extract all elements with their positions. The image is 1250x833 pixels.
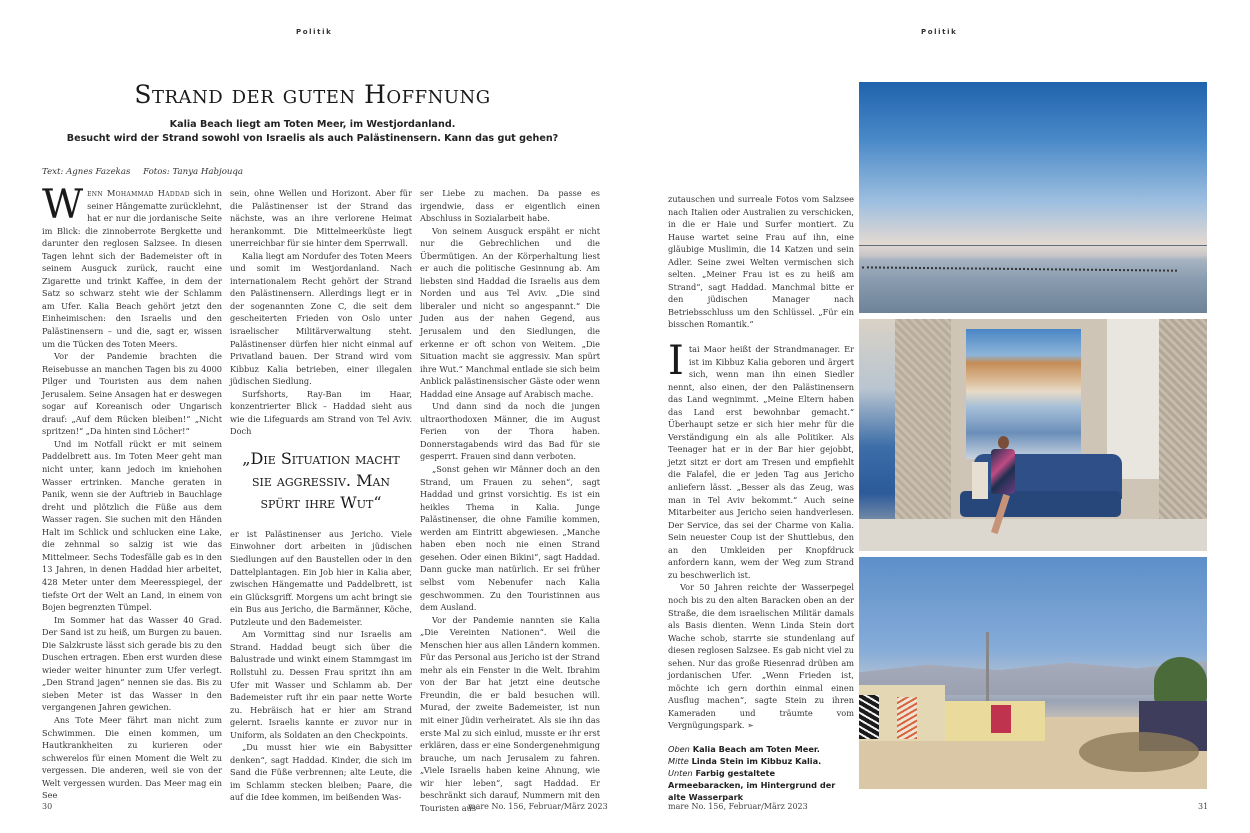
author-credit: Text: Agnes Fazekas <box>42 167 131 177</box>
article-paragraph: Am Vormittag sind nur Israelis am Strand. Haddad beugt sich über die Balustrade und winkt einem Stammgast im Rollstuhl zu. Dessen Frau spritzt ihn am Ufer mit Wasser und Schlamm ab. Der Bademeister ruft ihr ein paar nette Worte zu. Hebräisch hat er hier am Strand gelernt. Israelis kannte er zuvor nur in Uniform, als Soldaten an den Checkpoints. <box>230 629 412 740</box>
page-number: 31 <box>1198 802 1209 811</box>
byline <box>42 167 243 177</box>
photo-caption <box>668 743 853 803</box>
standfirst-line-1: Kalia Beach liegt am Toten Meer, im Westjordanland. <box>169 119 456 130</box>
salt-photo-panel <box>966 329 1081 459</box>
article-paragraph: Vor der Pandemie nannten sie Kalia „Die Vereinten Nationen“. Weil die Menschen hier aus allen Ländern kommen. Für das Personal aus Jericho ist der Strand mehr als ein Fenster in die Welt. Ibrahim von der Bar hat jetzt eine deutsche Freundin, die er bald besuchen will. Murad, der zweite Bademeister, ist nun mit einer Jüdin verheiratet. Als sie ihn das erste Mal zu sich einlud, musste er ihr erst erklären, dass er eine Sondergenehmigung brauche, um nach Jerusalem zu fahren. „Viele Israelis haben keine Ahnung, wie wir hier leben“, sagt Haddad. Er beschränkt sich darauf, Nummern mit den Touristen aus- <box>420 614 600 813</box>
standfirst-line-2: Besucht wird der Strand sowohl von Israelis als auch Palästinensern. Kann das gut gehen? <box>66 133 559 144</box>
article-paragraph: Und im Notfall rückt er mit seinem Paddelbrett aus. Im Toten Meer geht man nicht unter, kann jedoch im kniehohen Wasser ertrinken. Manche geraten in Panik, wenn sie der Auftrieb in Bauchlage dreht und plötzlich die Füße aus dem Wasser ragen. Sie suchen mit den Händen Halt im Schlick und schlucken eine Lake, die zehnmal so salzig ist wie das Mittelmeer. Sechs Todesfälle gab es in den 13 Jahren, in denen Haddad hier arbeitet, 428 Meter unter dem Meeresspiegel, der tiefste Ort der Welt an Land, in einem von Bojen begrenzten Tümpel. <box>42 438 222 613</box>
article-paragraph: Von seinem Ausguck erspäht er nicht nur die Gebrechlichen und die Übermütigen. An der Körperhaltung liest er auch die politische Gesinnung ab. Am liebsten sind Haddad die Israelis aus dem Norden und aus Tel Aviv. „Die sind liberaler und nicht so angespannt.“ Die Juden aus der nahen Gegend, aus Jerusalem und den Siedlungen, die erkenne er oft schon von Weitem. „Die Situation macht sie aggressiv. Man spürt ihre Wut.“ Manchmal entlade sie sich beim Anblick palästinensischer Gäste oder wenn Haddad eine Ansage auf Arabisch mache. <box>420 225 600 399</box>
article-headline: Strand der guten Hoffnung <box>134 80 491 109</box>
page-number: 30 <box>42 802 53 811</box>
article-paragraph: Itai Maor heißt der Strandmanager. Er ist im Kibbuz Kalia geboren und ärgert sich, wenn man ihn einen Siedler nennt, also einen, der den Palästinensern das Land wegnimmt. „Meine Eltern haben das Land erst bewohnbar gemacht.“ Überhaupt setze er sich hier mehr für die Verständigung ein als alle Politiker. Als Teenager hat er in der Bar hier gejobbt, jetzt sitzt er dort am Tresen und empfiehlt die Falafel, die er jeden Tag aus Jericho anliefern lässt. „Besser als das Zeug, was man in Tel Aviv bekommt.“ Auch seine Mitarbeiter aus Jericho seien handverlesen. Der Service, das sei der Charme von Kalia. Sein neuester Coup ist der Shuttlebus, den an den Umkleiden per Knopfdruck anfordern kann, wem der Weg zum Strand zu beschwerlich ist. <box>668 338 854 580</box>
article-column-2 <box>230 187 412 804</box>
photo-linda-stein <box>859 319 1207 551</box>
photo-dead-sea-horizon <box>859 82 1207 313</box>
barrack-hut <box>859 685 945 741</box>
article-paragraph: Ans Tote Meer fährt man nicht zum Schwimmen. Die einen kommen, um Hautkrankheiten zu kurieren oder schwerelos für einen Moment die Welt zu vergessen. Die anderen, weil sie von der Welt vergessen wurden. Das Meer mag ein See <box>42 714 222 801</box>
article-paragraph: Und dann sind da noch die jungen ultraorthodoxen Männer, die im August Ferien von der Thora haben. Donnerstagabends wird das Bad für sie gesperrt. Frauen sind dann verboten. <box>420 401 600 462</box>
article-paragraph: Vor 50 Jahren reichte der Wasserpegel noch bis zu den alten Baracken oben an der Straße, die dem israelischen Militär damals als Basis dienten. Wenn Linda Stein dort Wache schob, starrte sie stundenlang auf diesen reglosen Salzsee. Es gab nicht viel zu sehen. Nur das große Riesenrad drüben am jordanischen Ufer. „Wenn Frieden ist, möchte ich gern dorthin einmal einen Ausflug machen“, sagte Stein zu ihren Kameraden und träumte vom Vergnügungspark. ➣ <box>668 582 854 731</box>
buoy-line <box>862 266 1177 271</box>
photo-army-barracks <box>859 557 1207 789</box>
drop-cap: W <box>42 182 84 228</box>
article-column-4 <box>668 193 854 732</box>
article-column-3 <box>420 187 600 814</box>
lead-in: enn Mohammad Haddad <box>87 188 190 198</box>
end-mark-icon: ➣ <box>747 720 755 731</box>
standfirst <box>0 118 625 146</box>
article-column-1 <box>42 182 223 802</box>
photo-credit: Fotos: Tanya Habjouqa <box>143 167 244 177</box>
article-paragraph: er ist Palästinenser aus Jericho. Viele Einwohner dort arbeiten in jüdischen Siedlungen auf den Baustellen oder in den Dattelplantagen. Ein Job hier in Kalia aber, zwischen Hängematte und Paddelbrett, ist ein Glücksgriff. Morgens um acht bringt sie ein Bus aus Jericho, die Barmänner, Köche, Putzleute und den Bademeister. <box>230 528 412 627</box>
caption-line-bottom: Unten Farbig gestaltete Armeebaracken, im Hintergrund der alte Wasserpark <box>668 768 836 802</box>
article-paragraph: sein, ohne Wellen und Horizont. Aber für die Palästinenser ist der Strand das nächste, was an ihre verlorene Heimat herankommt. Die Mittelmeerküste liegt unerreichbar für sie hinter dem Sperrwall. <box>230 188 412 249</box>
section-label: Politik <box>296 28 333 36</box>
pull-quote: „Die Situation macht sie aggressiv. Man spürt ihre Wut“ <box>242 448 400 512</box>
page-footer: mare No. 156, Februar/März 2023 <box>668 802 808 811</box>
caption-line-top: Oben Kalia Beach am Toten Meer. <box>668 744 820 754</box>
article-paragraph: Vor der Pandemie brachten die Reisebusse an manchen Tagen bis zu 4000 Pilger und Touristen aus dem nahen Jerusalem. Seine Ansagen hat er deswegen sogar auf Koreanisch oder Ungarisch drauf: „Auf dem Rücken bleiben!“ „Nicht spritzen!“ „Da hinten sind Löcher!“ <box>42 351 222 437</box>
person-figure <box>989 436 1017 536</box>
drop-cap: I <box>668 338 684 385</box>
article-paragraph: Surfshorts, Ray-Ban im Haar, konzentrierter Blick – Haddad sieht aus wie die Lifeguards am Strand von Tel Aviv. Doch <box>230 388 412 437</box>
barrack-hut <box>945 701 1045 741</box>
section-label: Politik <box>921 28 958 36</box>
page-footer: mare No. 156, Februar/März 2023 <box>468 802 608 811</box>
antenna-mast <box>986 632 989 702</box>
article-paragraph: Kalia liegt am Nordufer des Toten Meers und somit im Westjordanland. Nach internationalem Recht gehört der Strand den Palästinensern. Allerdings liegt er in der sogenannten Zone C, die seit dem gescheiterten Frieden von Oslo unter israelischer Militärverwaltung steht. Palästinenser dürfen hier nicht einmal auf Privatland bauen. Der Strand wird vom Kibbuz Kalia betrieben, einer illegalen jüdischen Siedlung. <box>230 250 412 387</box>
article-paragraph: „Du musst hier wie ein Babysitter denken“, sagt Haddad. Kinder, die sich im Sand die Füße verbrennen; alte Leute, die im Schlamm stecken bleiben; Paare, die auf die Idee kommen, im beißenden Was- <box>230 742 412 803</box>
article-paragraph: ser Liebe zu machen. Da passe es irgendwie, dass er eigentlich einen Abschluss in Sozialarbeit habe. <box>420 188 600 224</box>
article-paragraph: Wenn Mohammad Haddad sich in seiner Hängematte zurücklehnt, hat er nur die jordanische Seite im Blick: die zinnoberrote Bergkette und darunter den reglosen Salzsee. In diesen Tagen lehnt sich der Bademeister oft in seinem Ausguck zurück, raucht eine Zigarette und trinkt Kaffee, in dem der Satz so schwarz steht wie der Schlamm am Ufer. Kalia Beach gehört jetzt den Einheimischen: den Israelis und den Palästinensern – und die, sagt er, wissen um die Tücken des Toten Meers. <box>42 182 223 349</box>
article-paragraph: Im Sommer hat das Wasser 40 Grad. Der Sand ist zu heiß, um Burgen zu bauen. Die Salzkruste lässt sich gerade bis zu den Duschen ertragen. Eben erst wurden diese wieder weiter hinunter zum Ufer verlegt. „Den Strand jagen“ nennen sie das. Bis zu sieben Meter ist das Wasser in den vergangenen Jahren gewichen. <box>42 614 222 713</box>
caption-line-middle: Mitte Linda Stein im Kibbuz Kalia. <box>668 756 822 766</box>
article-paragraph: „Sonst gehen wir Männer doch an den Strand, um Frauen zu sehen“, sagt Haddad und grinst vorsichtig. Es ist ein heikles Thema in Kalia. Junge Palästinenser, die ohne Familie kommen, werden am Eintritt abgewiesen. „Manche haben eben noch nie einen Strand gesehen. Oder einen Bikini“, sagt Haddad. Dann gucke man natürlich. Er sei früher selbst vom Nebenufer nach Kalia geschwommen. Zu den Touristinnen aus dem Ausland. <box>420 464 600 613</box>
article-paragraph: zutauschen und surreale Fotos vom Salzsee nach Italien oder Australien zu verschicken, in die er Haie und Surfer montiert. Zu Hause wartet seine Frau auf ihn, eine gläubige Muslimin, die 14 Katzen und sein Adler. Seine zwei Welten vermischen sich selten. „Meiner Frau ist es zu heiß am Strand“, sagt Haddad. Manchmal bitte er den jüdischen Manager nach Betriebsschluss um den Schlüssel. „Für ein bisschen Romantik.“ <box>668 194 854 330</box>
horizon-line <box>859 245 1207 246</box>
